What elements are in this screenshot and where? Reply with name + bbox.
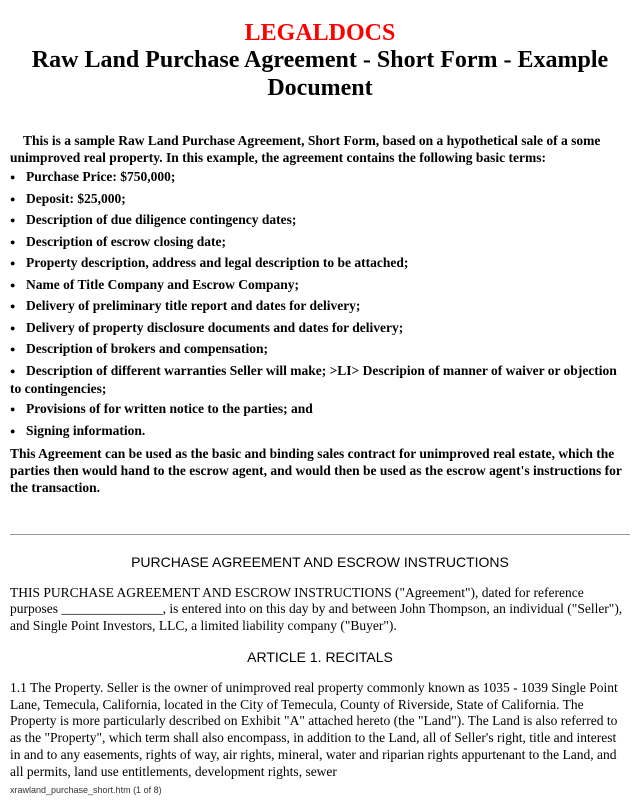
section-divider bbox=[10, 534, 630, 535]
list-item: ● Provisions of for written notice to the parties; and bbox=[10, 401, 313, 416]
brand-logo-text: LEGALDOCS bbox=[244, 20, 396, 46]
list-item: ● Description of brokers and compensation; bbox=[10, 341, 269, 356]
list-item: ● Description of different warranties Seller will make; >LI> Descripion of manner of waiver or objection to contingencies; bbox=[10, 362, 617, 396]
closing-paragraph: This Agreement can be used as the basic and binding sales contract for unimproved real estate, which the parties then would hand to the escrow agent, and would then be used as the escrow agent's instructions for the transaction. bbox=[10, 445, 622, 495]
agreement-preamble: THIS PURCHASE AGREEMENT AND ESCROW INSTRUCTIONS ("Agreement"), dated for reference purposes _______________, is entered into on this day by and between John Thompson, an individual ("Seller"), and Single Point Investors, LLC, a limited liability company ("Buyer"). bbox=[10, 584, 623, 634]
bullet-icon: ● bbox=[10, 236, 16, 247]
document-page bbox=[10, 0, 630, 781]
list-item: ● Name of Title Company and Escrow Company; bbox=[10, 276, 300, 292]
bullet-icon: ● bbox=[10, 365, 16, 376]
section-heading: PURCHASE AGREEMENT AND ESCROW INSTRUCTIONS bbox=[131, 553, 509, 570]
bullet-icon: ● bbox=[10, 344, 16, 354]
bullet-icon: ● bbox=[10, 172, 16, 182]
bullet-icon: ● bbox=[10, 322, 16, 333]
list-item: ● Purchase Price: $750,000; bbox=[10, 169, 176, 184]
list-item: ● Delivery of property disclosure documents and dates for delivery; bbox=[10, 319, 404, 335]
list-item: ● Signing information. bbox=[10, 422, 146, 438]
bullet-icon: ● bbox=[10, 258, 16, 268]
list-item: ● Delivery of preliminary title report and dates for delivery; bbox=[10, 298, 361, 313]
recitals-paragraph: 1.1 The Property. Seller is the owner of unimproved real property commonly known as 1035 - 1039 Single Point Lane, Temecula, California, located in the City of Temecula, County of Riverside, State of California. The Property is more particularly described on Exhibit "A" attached hereto (the "Land"). The Land is also referred to as the "Property", which term shall also encompass, in addition to the Land, all of Seller's right, title and interest in and to any easements, rights of way, air rights, mineral, water and riparian rights appurtenant to the Land, and all permits, land use entitlements, development rights, sewer bbox=[10, 679, 618, 779]
basic-terms-list bbox=[10, 168, 630, 440]
list-item: ● Description of escrow closing date; bbox=[10, 233, 226, 249]
article-heading: ARTICLE 1. RECITALS bbox=[247, 648, 393, 665]
page-footer: xrawland_purchase_short.htm (1 of 8) bbox=[10, 785, 162, 795]
document-title: Raw Land Purchase Agreement - Short Form - Example Document bbox=[31, 47, 609, 101]
bullet-icon: ● bbox=[10, 279, 16, 290]
bullet-icon: ● bbox=[10, 404, 16, 414]
intro-paragraph: This is a sample Raw Land Purchase Agreement, Short Form, based on a hypothetical sale of a some unimproved real property. In this example, the agreement contains the following basic terms: bbox=[10, 133, 601, 165]
bullet-icon: ● bbox=[10, 425, 16, 436]
list-item: ● Deposit: $25,000; bbox=[10, 190, 126, 206]
list-item: ● Property description, address and legal description to be attached; bbox=[10, 255, 409, 270]
bullet-icon: ● bbox=[10, 215, 16, 225]
list-item: ● Description of due diligence contingency dates; bbox=[10, 212, 297, 227]
bullet-icon: ● bbox=[10, 193, 16, 204]
bullet-icon: ● bbox=[10, 301, 16, 311]
